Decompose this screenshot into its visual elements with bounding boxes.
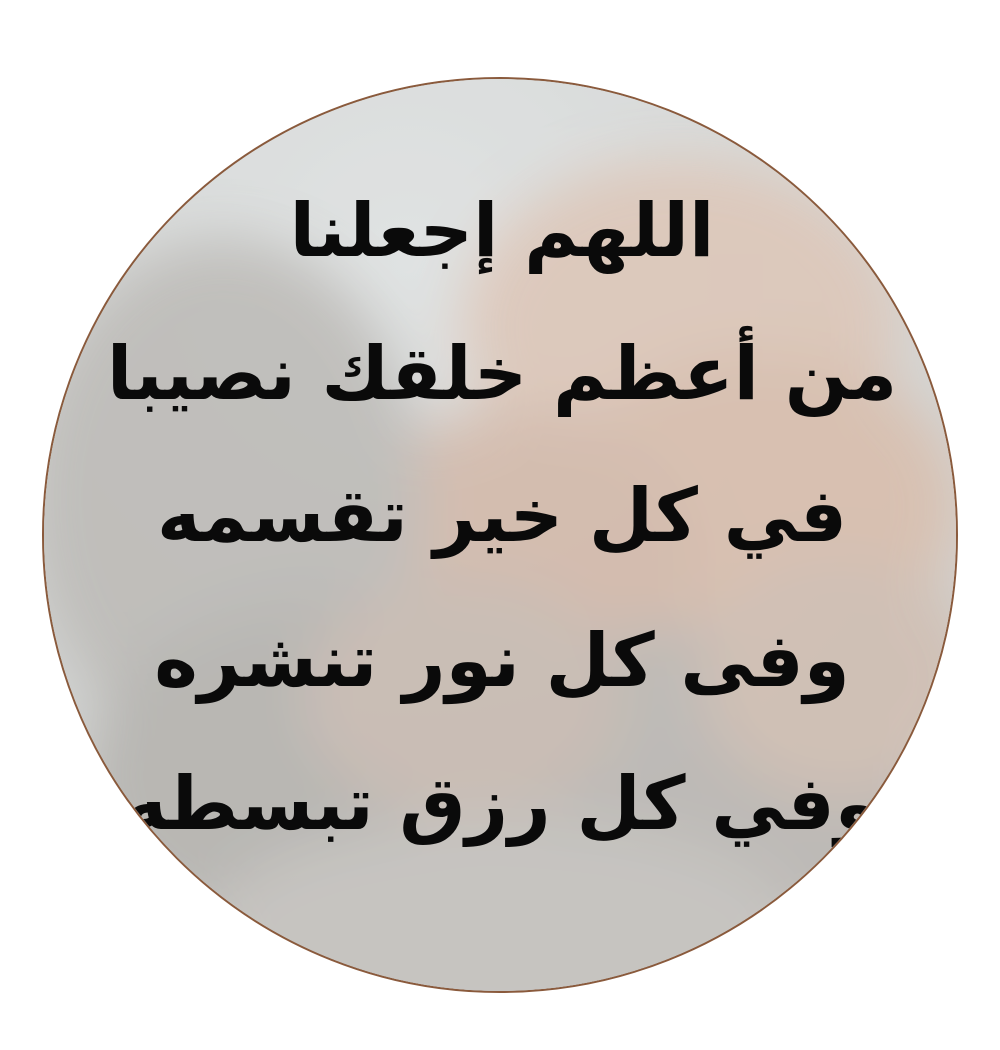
prayer-line-3: في كل خير تقسمه <box>156 473 848 559</box>
prayer-line-5: وفي كل رزق تبسطه <box>123 761 881 847</box>
prayer-line-2: من أعظم خلقك نصيبا <box>106 331 898 417</box>
prayer-line-4: وفى كل نور تنشره <box>154 618 850 704</box>
circular-frame <box>42 77 958 993</box>
prayer-text <box>44 79 958 993</box>
prayer-line-1: اللهم إجعلنا <box>289 188 715 274</box>
